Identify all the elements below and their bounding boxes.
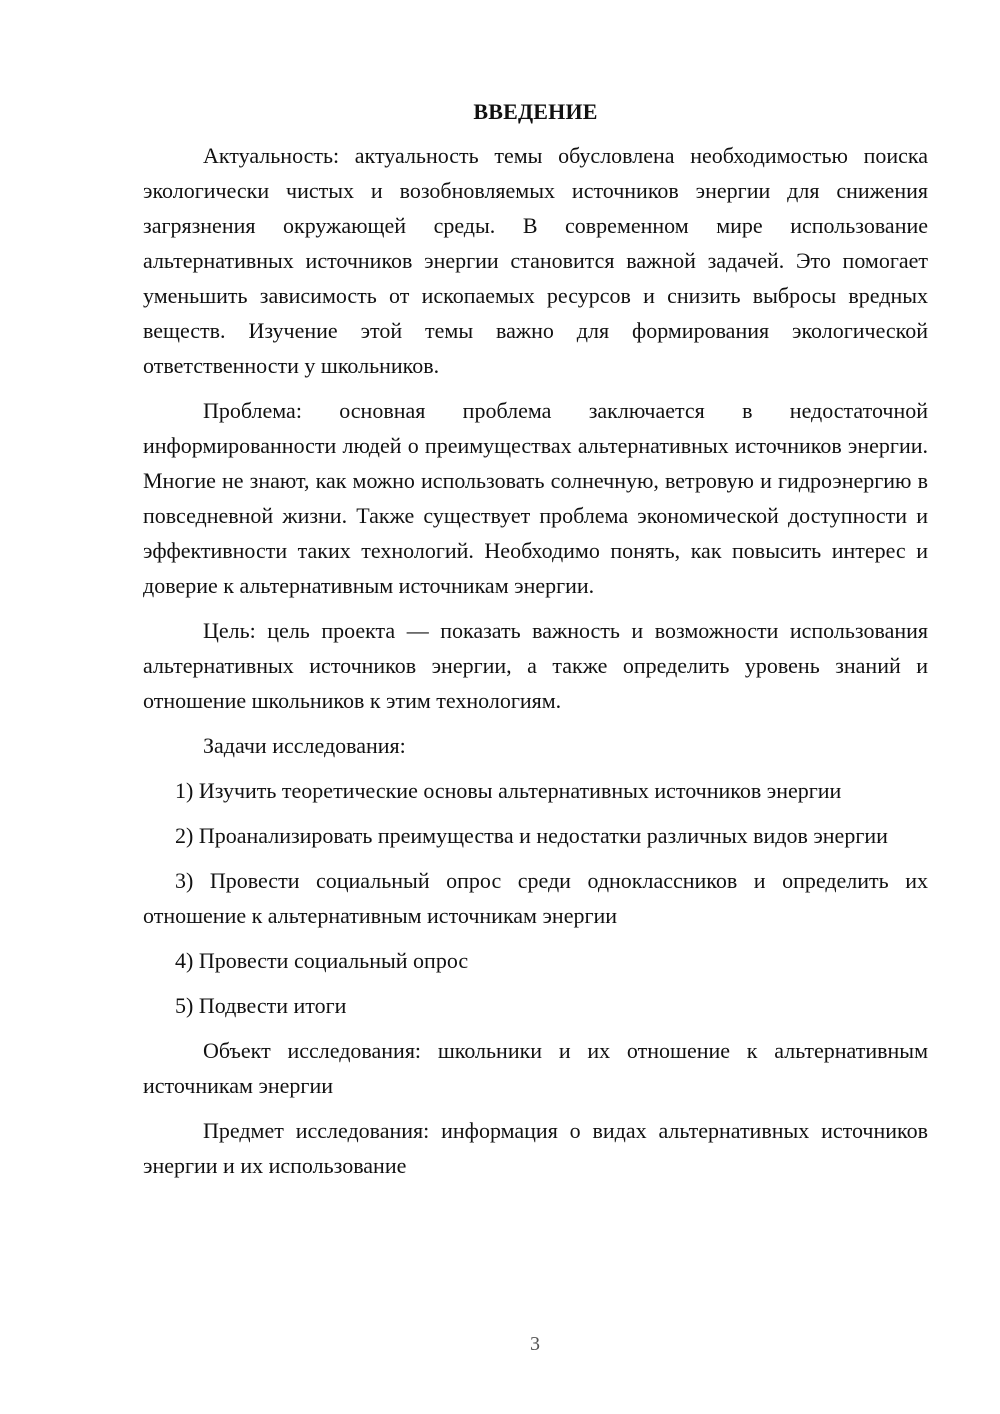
- paragraph-goal: Цель: цель проекта — показать важность и возможности использования альтернативных источников энергии, а также определить уровень знаний и отношение школьников к этим технологиям.: [143, 618, 928, 713]
- page-content: [143, 96, 928, 1193]
- page-number: 3: [530, 1333, 540, 1355]
- task-item-1: 1) Изучить теоретические основы альтернативных источников энергии: [175, 778, 842, 803]
- paragraph-subject: Предмет исследования: информация о видах альтернативных источников энергии и их использование: [143, 1118, 928, 1178]
- task-item-5: 5) Подвести итоги: [175, 993, 347, 1018]
- task-item-3: 3) Провести социальный опрос среди одноклассников и определить их отношение к альтернативным источникам энергии: [143, 868, 928, 928]
- task-item-2: 2) Проанализировать преимущества и недостатки различных видов энергии: [175, 823, 888, 848]
- section-title: ВВЕДЕНИЕ: [473, 99, 598, 124]
- paragraph-problem: Проблема: основная проблема заключается в недостаточной информированности людей о преимуществах альтернативных источников энергии. Многие не знают, как можно использовать солнечную, ветровую и гидроэнергию в повседневной жизни. Также существует проблема экономической доступности и эффективности таких технологий. Необходимо понять, как повысить интерес и доверие к альтернативным источникам энергии.: [143, 398, 928, 598]
- paragraph-relevance: Актуальность: актуальность темы обусловлена необходимостью поиска экологически чистых и возобновляемых источников энергии для снижения загрязнения окружающей среды. В современном мире использование альтернативных источников энергии становится важной задачей. Это помогает уменьшить зависимость от ископаемых ресурсов и снизить выбросы вредных веществ. Изучение этой темы важно для формирования экологической ответственности у школьников.: [143, 143, 928, 378]
- paragraph-object: Объект исследования: школьники и их отношение к альтернативным источникам энергии: [143, 1038, 928, 1098]
- task-item-4: 4) Провести социальный опрос: [175, 948, 469, 973]
- tasks-heading: Задачи исследования:: [203, 733, 406, 758]
